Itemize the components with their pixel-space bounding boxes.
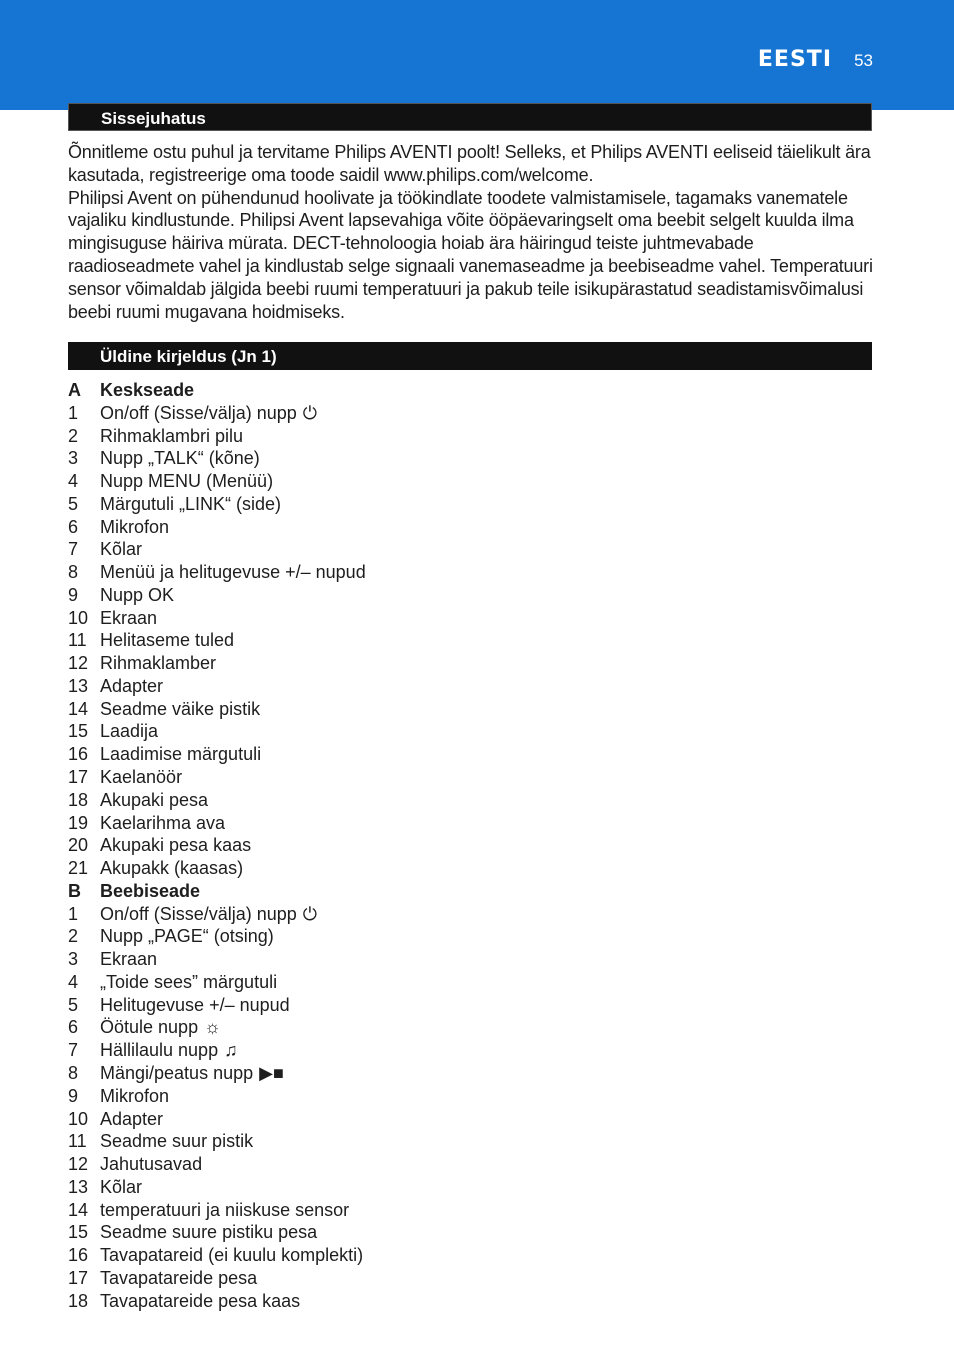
list-item [68,1153,868,1176]
item-number: 16 [68,744,89,765]
item-label: Kaelanöör [100,767,183,788]
list-item [68,652,868,675]
item-number: 18 [68,1290,89,1311]
item-label: „Toide sees” märgutuli [100,971,278,992]
parent-unit-heading [68,379,868,402]
list-item [68,971,868,994]
item-label: Laadimise märgutuli [100,744,262,765]
item-number: 13 [68,1176,89,1197]
list-item [68,607,868,630]
item-number: 8 [68,562,79,583]
item-label: Seadme väike pistik [100,698,261,719]
list-item [68,903,868,926]
item-label: Öötule nupp ☼ [100,1017,221,1038]
item-number: 2 [68,926,79,947]
item-label: Tavapatareide pesa kaas [100,1290,301,1311]
item-number: 1 [68,903,79,924]
item-label: temperatuuri ja niiskuse sensor [100,1199,350,1220]
list-item [68,1039,868,1062]
list-item [68,516,868,539]
item-label: Adapter [100,675,164,696]
item-label: Mängi/peatus nupp ▶■ [100,1062,284,1083]
item-number: 14 [68,1199,89,1220]
list-item [68,857,868,880]
list-item [68,720,868,743]
item-number: 3 [68,949,79,970]
item-number: 6 [68,1017,79,1038]
item-label: Seadme suur pistik [100,1131,254,1152]
list-item [68,538,868,561]
group-letter: B [68,880,81,901]
item-label: Jahutusavad [100,1154,203,1175]
group-title: Keskseade [100,380,195,400]
item-symbol-icon: ♫ [224,1040,238,1061]
section-heading-intro: Sissejuhatus [68,103,872,131]
item-label: On/off (Sisse/välja) nupp ⏻ [100,903,318,924]
page-number: 53 [854,51,873,70]
list-item [68,948,868,971]
list-item [68,561,868,584]
item-label: Helitaseme tuled [100,630,235,651]
item-number: 4 [68,971,79,992]
baby-unit-heading [68,880,868,903]
item-symbol-icon: ☼ [204,1017,221,1038]
item-label: Ekraan [100,607,158,628]
item-number: 15 [68,1222,89,1243]
list-item [68,447,868,470]
list-item [68,402,868,425]
item-number: 14 [68,698,89,719]
intro-paragraph: Philipsi Avent on pühendunud hoolivate ja töökindlate toodete valmistamisele, tagamaks vanematele vajaliku kindlustunde. Philipsi Avent lapsevahiga võite ööpäevaringselt oma beebit selgelt kuulda ilma mingisuguse häiriva mürata. DECT-tehnoloogia hoiab ära häiringud teiste juhtmevabade raadioseadmete vahel ja kindlustab selge signaali vanemaseadme ja beebiseadme vahel. Temperatuuri sensor võimaldab jälgida beebi ruumi temperatuuri ja pakub teile isikupärastatud seadistamisvõimalusi beebi ruumi mugavana hoidmiseks. [68,187,873,322]
item-number: 9 [68,584,79,605]
list-item [68,1290,868,1313]
list-item [68,1108,868,1131]
item-label: Tavapatareid (ei kuulu komplekti) [100,1245,364,1266]
list-item [68,925,868,948]
list-item [68,1085,868,1108]
item-label: Mikrofon [100,516,170,537]
list-item [68,629,868,652]
list-item [68,584,868,607]
intro-text [68,141,878,323]
item-label: Märgutuli „LINK“ (side) [100,493,282,514]
item-number: 5 [68,994,79,1015]
item-number: 18 [68,789,89,810]
item-number: 7 [68,1040,79,1061]
list-item [68,698,868,721]
list-item [68,812,868,835]
item-label: Mikrofon [100,1085,170,1106]
item-number: 17 [68,1267,89,1288]
item-label: Nupp MENU (Menüü) [100,471,274,492]
list-item [68,994,868,1017]
item-label: Akupaki pesa kaas [100,835,252,856]
item-label: Kõlar [100,539,143,560]
list-item [68,1016,868,1039]
item-label: Seadme suure pistiku pesa [100,1222,318,1243]
item-label: Hällilaulu nupp ♫ [100,1040,238,1061]
item-label: Nupp „PAGE“ (otsing) [100,926,274,947]
section-heading-description: Üldine kirjeldus (Jn 1) [68,342,872,370]
item-number: 16 [68,1245,89,1266]
language-label: EESTI [757,47,832,72]
item-label: Kaelarihma ava [100,812,226,833]
item-symbol-icon: ▶■ [259,1062,284,1083]
item-label: Helitugevuse +/– nupud [100,994,290,1015]
item-number: 10 [68,1108,89,1129]
item-number: 13 [68,675,89,696]
item-number: 12 [68,653,89,674]
list-item [68,1062,868,1085]
item-number: 11 [68,630,87,651]
item-number: 1 [68,402,79,423]
group-letter: A [68,380,81,400]
item-label: Rihmaklamber [100,653,217,674]
item-number: 20 [68,835,89,856]
item-number: 17 [68,767,89,788]
list-item [68,1176,868,1199]
item-number: 21 [68,858,89,879]
item-label: Nupp OK [100,584,175,605]
list-item [68,743,868,766]
item-symbol-icon: ⏻ [302,903,318,924]
list-item [68,1130,868,1153]
list-item [68,493,868,516]
item-label: Akupaki pesa [100,789,209,810]
item-label: Laadija [100,721,159,742]
item-number: 11 [68,1131,87,1152]
list-item [68,425,868,448]
list-item [68,789,868,812]
list-item [68,1267,868,1290]
item-number: 10 [68,607,89,628]
item-label: Adapter [100,1108,164,1129]
item-number: 2 [68,425,79,446]
item-number: 4 [68,471,79,492]
list-item [68,1199,868,1222]
item-number: 9 [68,1085,79,1106]
list-item [68,470,868,493]
intro-paragraph: Õnnitleme ostu puhul ja tervitame Philips AVENTI poolt! Selleks, et Philips AVENTI eeliseid täielikult ära kasutada, registreerige oma toode saidil www.philips.com/welcome. [68,142,871,185]
parts-list [68,379,868,1312]
item-number: 6 [68,516,79,537]
item-label: Kõlar [100,1176,143,1197]
list-item [68,834,868,857]
item-number: 15 [68,721,89,742]
item-number: 19 [68,812,89,833]
item-label: Ekraan [100,949,158,970]
group-title: Beebiseade [100,880,201,901]
item-number: 7 [68,539,79,560]
list-item [68,1244,868,1267]
item-number: 12 [68,1154,89,1175]
item-number: 3 [68,448,79,469]
item-symbol-icon: ⏻ [302,402,318,423]
item-number: 5 [68,493,79,514]
header-bar [0,0,954,110]
item-label: On/off (Sisse/välja) nupp ⏻ [100,402,318,423]
item-label: Menüü ja helitugevuse +/– nupud [100,562,366,583]
list-item [68,766,868,789]
item-number: 8 [68,1062,79,1083]
item-label: Rihmaklambri pilu [100,425,244,446]
list-item [68,1221,868,1244]
list-item [68,675,868,698]
item-label: Akupakk (kaasas) [100,858,244,879]
item-label: Nupp „TALK“ (kõne) [100,448,260,469]
item-label: Tavapatareide pesa [100,1267,258,1288]
